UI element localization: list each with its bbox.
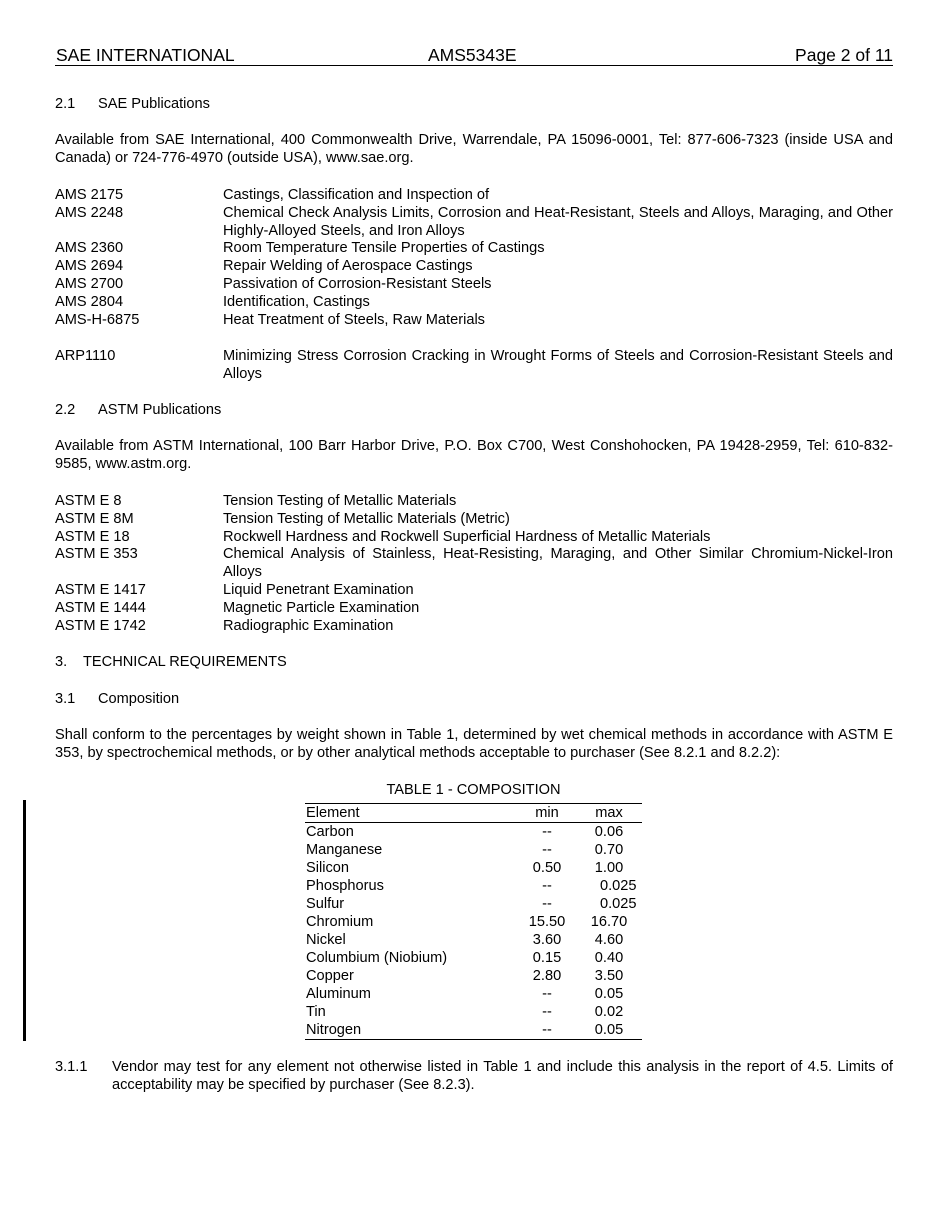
table-row <box>305 895 642 913</box>
reference-title: Room Temperature Tensile Properties of Castings <box>223 240 545 256</box>
min-value: 15.50 <box>528 914 566 930</box>
table-row <box>305 949 642 967</box>
reference-title: Liquid Penetrant Examination <box>223 582 414 598</box>
min-value: -- <box>542 824 552 840</box>
revision-change-bar <box>23 800 26 1041</box>
header-page-number: Page 2 of 11 <box>795 45 893 65</box>
section-2-1-availability: Available from SAE International, 400 Commonwealth Drive, Warrendale, PA 15096-0001, Tel: 877-606-7323 (inside USA and Canada) or 724-776-4970 (outside USA), www.sae.org. <box>55 132 893 166</box>
reference-code: AMS 2248 <box>55 205 124 221</box>
max-value: 0.70 <box>594 842 624 858</box>
reference-title: Repair Welding of Aerospace Castings <box>223 258 473 274</box>
section-3-1-heading <box>55 690 893 708</box>
max-value: 3.50 <box>594 968 624 984</box>
min-value: 3.60 <box>532 932 562 948</box>
reference-code: ASTM E 18 <box>55 529 130 545</box>
reference-code: ASTM E 1742 <box>55 618 146 634</box>
reference-code: AMS 2175 <box>55 187 124 203</box>
element-name: Chromium <box>306 914 374 930</box>
reference-title: Minimizing Stress Corrosion Cracking in Wrought Forms of Steels and Corrosion-Resistant Steels and Alloys <box>223 348 893 382</box>
section-number: 3.1.1 <box>55 1059 88 1075</box>
reference-title: Tension Testing of Metallic Materials <box>223 493 457 509</box>
element-name: Columbium (Niobium) <box>306 950 448 966</box>
min-value: 2.80 <box>532 968 562 984</box>
section-3-1-body: Shall conform to the percentages by weight shown in Table 1, determined by wet chemical methods in accordance with ASTM E 353, by spectrochemical methods, or by other analytical methods acceptable to purchaser (See 8.2.1 and 8.2.2): <box>55 727 893 761</box>
reference-title: Chemical Check Analysis Limits, Corrosion and Heat-Resistant, Steels and Alloys, Maraging, and Other Highly-Alloyed Steels, and Iron Alloys <box>223 205 893 239</box>
section-number: 3. <box>55 654 68 670</box>
element-name: Copper <box>306 968 354 984</box>
section-number: 2.1 <box>55 96 76 112</box>
column-header-element: Element <box>306 805 360 821</box>
reference-code: ASTM E 1417 <box>55 582 146 598</box>
element-name: Nitrogen <box>306 1022 362 1038</box>
reference-code: AMS 2694 <box>55 258 124 274</box>
section-2-2-availability: Available from ASTM International, 100 Barr Harbor Drive, P.O. Box C700, West Conshohocken, PA 19428-2959, Tel: 610-832-9585, www.astm.org. <box>55 438 893 472</box>
table-row <box>305 859 642 877</box>
reference-code: AMS 2700 <box>55 276 124 292</box>
min-value: -- <box>542 878 552 894</box>
table-row <box>305 1021 642 1039</box>
max-value: 4.60 <box>594 932 624 948</box>
table-row <box>305 841 642 859</box>
table-row <box>305 985 642 1003</box>
composition-table <box>305 803 642 1040</box>
max-value: 0.06 <box>594 824 624 840</box>
element-name: Silicon <box>306 860 349 876</box>
page-header <box>55 45 893 66</box>
section-number: 2.2 <box>55 402 76 418</box>
reference-code: ASTM E 353 <box>55 546 138 562</box>
element-name: Nickel <box>306 932 346 948</box>
element-name: Sulfur <box>306 896 345 912</box>
reference-title: Radiographic Examination <box>223 618 394 634</box>
reference-title: Rockwell Hardness and Rockwell Superficial Hardness of Metallic Materials <box>223 529 711 545</box>
min-value: -- <box>542 1004 552 1020</box>
section-2-2-heading <box>55 401 893 419</box>
reference-code: ASTM E 8 <box>55 493 122 509</box>
reference-title: Identification, Castings <box>223 294 370 310</box>
table-header-row <box>305 804 642 823</box>
table-row <box>305 931 642 949</box>
reference-code: AMS 2804 <box>55 294 124 310</box>
reference-code: AMS 2360 <box>55 240 124 256</box>
min-value: -- <box>542 896 552 912</box>
section-2-1-heading <box>55 95 893 113</box>
max-value: 0.05 <box>594 1022 624 1038</box>
reference-code: ASTM E 1444 <box>55 600 146 616</box>
element-name: Manganese <box>306 842 383 858</box>
element-name: Carbon <box>306 824 354 840</box>
table-row <box>305 967 642 985</box>
column-header-min: min <box>535 805 559 821</box>
element-name: Phosphorus <box>306 878 384 894</box>
min-value: 0.15 <box>532 950 562 966</box>
section-title: ASTM Publications <box>98 402 222 418</box>
max-value: 0.40 <box>594 950 624 966</box>
section-title: Composition <box>98 691 180 707</box>
reference-title: Heat Treatment of Steels, Raw Materials <box>223 312 485 328</box>
header-spec-number: AMS5343E <box>428 45 517 65</box>
reference-code: ARP1110 <box>55 348 116 364</box>
table-row <box>305 1003 642 1021</box>
column-header-max: max <box>595 805 623 821</box>
reference-code: ASTM E 8M <box>55 511 134 527</box>
section-title: SAE Publications <box>98 96 210 112</box>
table-title: TABLE 1 - COMPOSITION <box>386 782 561 798</box>
max-value: 0.025 <box>600 896 637 912</box>
section-body: Vendor may test for any element not otherwise listed in Table 1 and include this analysis in the report of 4.5. Limits of acceptability may be specified by purchaser (See 8.2.3). <box>112 1059 893 1093</box>
max-value: 0.025 <box>600 878 637 894</box>
header-org: SAE INTERNATIONAL <box>56 45 235 65</box>
element-name: Aluminum <box>306 986 371 1002</box>
reference-title: Tension Testing of Metallic Materials (Metric) <box>223 511 510 527</box>
max-value: 0.02 <box>594 1004 624 1020</box>
min-value: 0.50 <box>532 860 562 876</box>
element-name: Tin <box>306 1004 326 1020</box>
table-row <box>305 877 642 895</box>
table-row <box>305 913 642 931</box>
max-value: 16.70 <box>590 914 628 930</box>
reference-title: Passivation of Corrosion-Resistant Steels <box>223 276 492 292</box>
section-title: TECHNICAL REQUIREMENTS <box>83 654 287 670</box>
table-row <box>305 823 642 841</box>
reference-code: AMS-H-6875 <box>55 312 140 328</box>
min-value: -- <box>542 986 552 1002</box>
min-value: -- <box>542 842 552 858</box>
reference-title: Chemical Analysis of Stainless, Heat-Resisting, Maraging, and Other Similar Chromium-Nickel-Iron Alloys <box>223 546 893 580</box>
section-3-heading <box>55 653 893 671</box>
max-value: 1.00 <box>594 860 624 876</box>
section-number: 3.1 <box>55 691 76 707</box>
reference-title: Castings, Classification and Inspection of <box>223 187 490 203</box>
reference-title: Magnetic Particle Examination <box>223 600 420 616</box>
min-value: -- <box>542 1022 552 1038</box>
max-value: 0.05 <box>594 986 624 1002</box>
